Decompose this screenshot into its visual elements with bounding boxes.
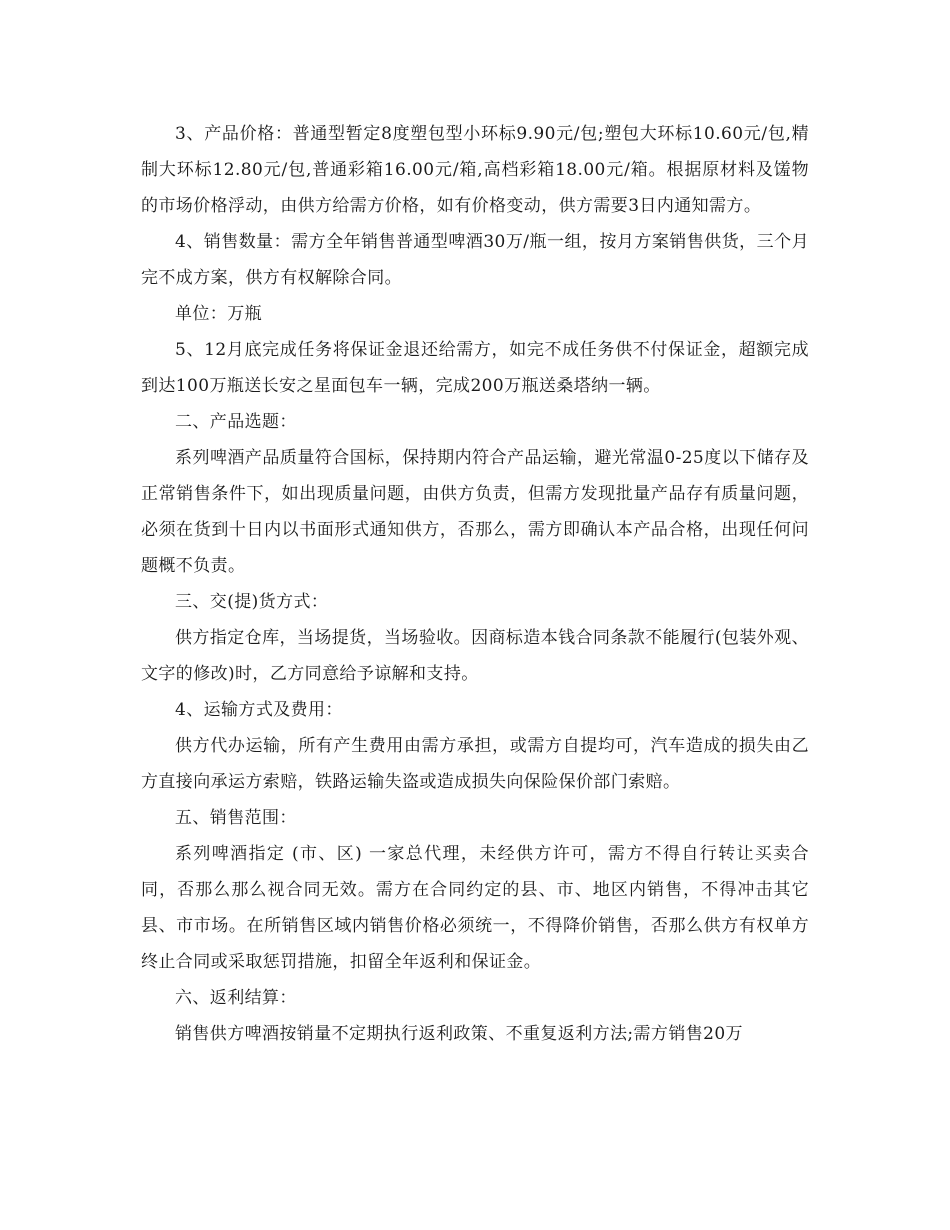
- document-body: [141, 116, 809, 1052]
- paragraph-transport: 供方代办运输，所有产生费用由需方承担，或需方自提均可，汽车造成的损失由乙方直接向承运方索赔，铁路运输失盗或造成损失向保险保价部门索赔。: [141, 736, 809, 792]
- paragraph-quality: 系列啤酒产品质量符合国标，保持期内符合产品运输，避光常温0-25度以下储存及正常销售条件下，如出现质量问题，由供方负责，但需方发现批量产品存有质量问题，必须在货到十日内以书面形式通知供方，否那么，需方即确认本产品合格，出现任何问题概不负责。: [141, 448, 809, 576]
- paragraph-delivery: 供方指定仓库，当场提货，当场验收。因商标造本钱合同条款不能履行(包装外观、文字的修改)时，乙方同意给予谅解和支持。: [141, 628, 809, 684]
- paragraph-sales-quantity: 4、销售数量：需方全年销售普通型啤酒30万/瓶一组，按月方案销售供货，三个月完不成方案，供方有权解除合同。: [141, 232, 809, 288]
- section-heading-product-selection: 二、产品选题：: [175, 412, 297, 432]
- paragraph-unit: 单位：万瓶: [175, 304, 262, 324]
- section-heading-rebate: 六、返利结算：: [175, 988, 297, 1008]
- paragraph-sales-scope: 系列啤酒指定 (市、区) 一家总代理，未经供方许可，需方不得自行转让买卖合同，否那么那么视合同无效。需方在合同约定的县、市、地区内销售，不得冲击其它县、市市场。在所销售区域内销售价格必须统一，不得降价销售，否那么供方有权单方终止合同或采取惩罚措施，扣留全年返利和保证金。: [141, 844, 809, 972]
- paragraph-product-price: 3、产品价格：普通型暂定8度塑包型小环标9.90元/包;塑包大环标10.60元/包,精制大环标12.80元/包,普通彩箱16.00元/箱,高档彩箱18.00元/箱。根据原材料及馐物的市场价格浮动，由供方给需方价格，如有价格变动，供方需要3日内通知需方。: [141, 124, 809, 216]
- section-heading-sales-scope: 五、销售范围：: [175, 808, 297, 828]
- section-heading-delivery-method: 三、交(提)货方式：: [175, 592, 329, 612]
- section-heading-transport: 4、运输方式及费用：: [175, 700, 343, 720]
- paragraph-rebate: 销售供方啤酒按销量不定期执行返利政策、不重复返利方法;需方销售20万: [175, 1024, 743, 1044]
- paragraph-deposit-reward: 5、12月底完成任务将保证金退还给需方，如完不成任务供不付保证金，超额完成到达100万瓶送长安之星面包车一辆，完成200万瓶送桑塔纳一辆。: [141, 340, 809, 396]
